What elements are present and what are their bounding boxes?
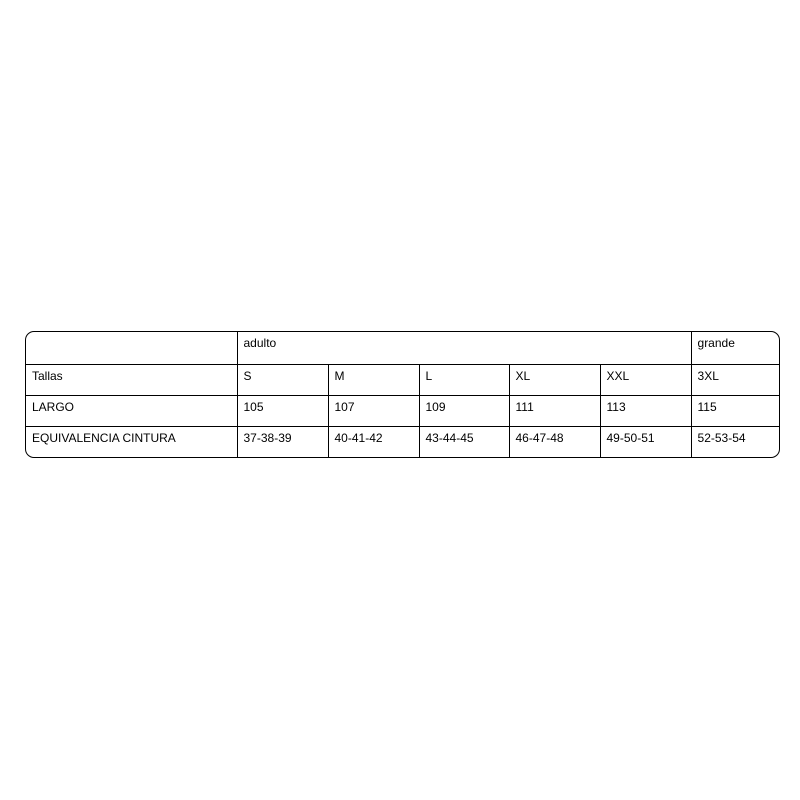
table-cell: 3XL	[691, 364, 780, 395]
size-table	[26, 332, 780, 457]
table-cell: 109	[419, 395, 509, 426]
large-group-header: grande	[691, 332, 780, 364]
table-cell: XL	[509, 364, 600, 395]
table-cell: S	[237, 364, 328, 395]
waist-row	[26, 426, 780, 457]
table-cell: 40-41-42	[328, 426, 419, 457]
table-cell: 52-53-54	[691, 426, 780, 457]
row-label: LARGO	[26, 395, 237, 426]
table-cell: 115	[691, 395, 780, 426]
table-cell: 46-47-48	[509, 426, 600, 457]
group-header-row	[26, 332, 780, 364]
adult-group-header: adulto	[237, 332, 691, 364]
length-row	[26, 395, 780, 426]
table-cell: 107	[328, 395, 419, 426]
table-cell: 105	[237, 395, 328, 426]
sizes-row	[26, 364, 780, 395]
row-label: EQUIVALENCIA CINTURA	[26, 426, 237, 457]
table-cell: 49-50-51	[600, 426, 691, 457]
table-cell: XXL	[600, 364, 691, 395]
corner-cell	[26, 332, 237, 364]
row-label: Tallas	[26, 364, 237, 395]
table-cell: M	[328, 364, 419, 395]
table-cell: 113	[600, 395, 691, 426]
table-cell: L	[419, 364, 509, 395]
table-cell: 37-38-39	[237, 426, 328, 457]
size-chart-table	[25, 331, 780, 458]
table-cell: 111	[509, 395, 600, 426]
table-cell: 43-44-45	[419, 426, 509, 457]
